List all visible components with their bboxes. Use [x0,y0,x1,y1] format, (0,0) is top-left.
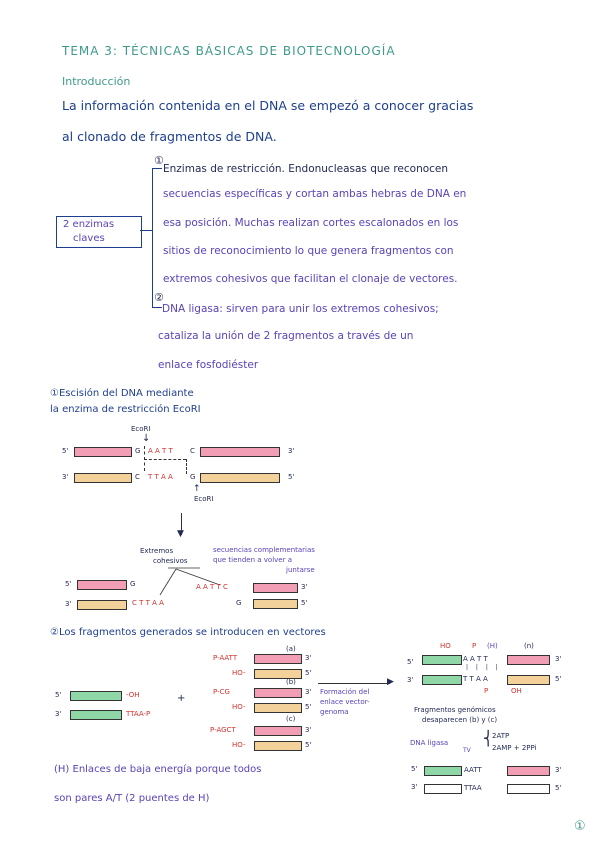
result-n-label: (n) [524,642,534,650]
enzyme2-line-1: DNA ligasa: sirven para unir los extremos cohesivos; [162,303,439,315]
result-p: P [472,642,477,650]
strand-bottom-3prime: 3' [62,473,69,481]
cohesive-right-bottom-segment [253,599,298,609]
vector-top-segment [70,691,122,701]
result-top-aatt: A A T T [463,655,488,663]
strand-bottom-ttaa: T T A A [148,473,173,481]
vector-top-5prime: 5' [55,691,62,699]
result-ho: HO [440,642,451,650]
intro-line-2: al clonado de fragmentos de DNA. [62,129,277,144]
enzyme1-line-1: Enzimas de restricción. Endonucleasas que reconocen [163,163,449,175]
result-hbond-marks: | | | | [466,664,501,671]
strand-bottom-5prime: 5' [288,473,295,481]
cohesive-right-bottom-g: G [236,599,242,607]
step1-line-2: la enzima de restricción EcoRI [50,404,201,415]
step1-line-1: ①Escisión del DNA mediante [50,388,194,399]
final-top-vector-segment [424,766,462,776]
cohesive-desc-2: que tienden a volver a [213,556,292,564]
fragment-b-bottom-segment [254,703,302,713]
vector-bottom-ttaa: TTAA-P [126,710,151,718]
ligase-atp: 2ATP [492,732,510,740]
fragment-b-top-segment [254,688,302,698]
formation-arrow-shaft [318,683,390,684]
final-bottom-insert-segment [507,784,550,794]
cohesive-desc-3: juntarse [286,566,315,574]
result-bottom-5prime: 5' [555,675,562,683]
cohesive-left-top-5prime: 5' [65,580,72,588]
result-top-5prime: 5' [407,658,414,666]
strand-top-c: C [190,447,195,455]
enzyme1-number: ① [154,154,164,167]
ligase-label: DNA ligasa [410,739,449,747]
fragment-c-top: P-AGCT [210,726,236,734]
result-bottom-3prime: 3' [407,676,414,684]
fragment-a-top-segment [254,654,302,664]
enzyme2-line-2: cataliza la unión de 2 fragmentos a través de un [158,330,414,342]
lost-fragments-line-1: Fragmentos genómicos [414,706,496,714]
final-bottom-ttaa: TTAA [464,784,482,792]
result-top-vector-segment [422,655,462,665]
cohesive-label-1: Extremos [140,547,174,555]
fragment-a-top: P-AATT [213,654,238,662]
formation-line-2: enlace vector- [320,698,370,706]
formation-line-3: genoma [320,708,349,716]
key-box-line-2: claves [73,233,105,244]
cohesive-right-top-3prime: 3' [301,583,308,591]
final-top-insert-segment [507,766,550,776]
section-subtitle: Introducción [62,75,131,88]
fragment-a-bottom: HO- [232,669,246,677]
formation-line-1: Formación del [320,688,370,696]
enzyme2-line-3: enlace fosfodiéster [158,359,259,371]
ligase-bracket: ⎨ [483,731,494,747]
strand-top-g: G [135,447,141,455]
strand-top-aatt: A A T T [148,447,173,455]
ligase-amp: 2AMP + 2PPi [492,744,537,752]
fragment-c-bottom-segment [254,741,302,751]
enzyme1-line-3: esa posición. Muchas realizan cortes escalonados en los [163,217,459,229]
enzyme1-line-4: sitios de reconocimiento lo que genera fragmentos con [163,245,454,257]
step2-line: ②Los fragmentos generados se introducen en vectores [50,627,326,638]
enzyme1-line-5: extremos cohesivos que facilitan el clonaje de vectores. [163,273,458,285]
cohesive-right-bottom-5prime: 5' [301,599,308,607]
fragment-b-bottom: HO- [232,703,246,711]
cohesive-label-2: cohesivos [153,557,188,565]
fragment-b-3prime: 3' [305,688,312,696]
fragment-a-3prime: 3' [305,654,312,662]
enzyme1-line-2: secuencias específicas y cortan ambas hebras de DNA en [163,188,467,200]
final-top-5prime: 5' [411,765,418,773]
ecori-label-bottom: EcoRI [194,495,214,503]
final-bottom-vector-segment [424,784,462,794]
strand-top-3prime: 3' [288,447,295,455]
final-bottom-5prime: 5' [555,784,562,792]
cohesive-left-bottom-segment [77,600,127,610]
formation-arrow-head: ▶ [387,677,394,687]
fragment-c-top-segment [254,726,302,736]
cohesive-desc-1: secuencias complementarias [213,546,315,554]
note-line-1: (H) Enlaces de baja energía porque todos [54,764,262,775]
result-h-label: (H) [487,642,498,650]
page-number: ① [574,819,586,834]
result-top-3prime: 3' [555,655,562,663]
note-line-2: son pares A/T (2 puentes de H) [54,793,210,804]
strand-bottom-g: G [190,473,196,481]
fragment-b-5prime: 5' [305,703,312,711]
intro-line-1: La información contenida en el DNA se empezó a conocer gracias [62,98,474,113]
vector-plus: + [177,693,186,704]
fragment-c-3prime: 3' [305,726,312,734]
enzyme2-number: ② [154,291,164,304]
cohesive-right-top-segment [253,583,298,593]
lost-fragments-line-2: desaparecen (b) y (c) [422,716,498,724]
cohesive-right-top-seq: A A T T C [196,583,228,591]
result-bottom-vector-segment [422,675,462,685]
fragment-c-label: (c) [286,715,296,723]
fragment-c-5prime: 5' [305,741,312,749]
vector-top-oh: -OH [126,691,140,699]
ligase-sub: TV [463,747,471,754]
ecori-top-arrow: ↓ [142,433,151,444]
page-title: TEMA 3: TÉCNICAS BÁSICAS DE BIOTECNOLOGÍA [62,44,396,58]
result-oh: OH [511,687,522,695]
ecori-bottom-arrow: ↑ [193,484,201,494]
down-arrow-head: ▼ [177,529,184,539]
fragment-a-5prime: 5' [305,669,312,677]
result-top-insert-segment [507,655,550,665]
fragment-c-bottom: HO- [232,741,246,749]
cohesive-left-top-segment [77,580,127,590]
vector-bottom-segment [70,710,122,720]
final-top-aatt: AATT [464,766,482,774]
cohesive-left-bottom-seq: C T T A A [132,599,164,607]
strand-bottom-c: C [135,473,140,481]
result-bottom-ttaa: T T A A [463,675,488,683]
fragment-b-label: (b) [286,678,296,686]
strand-top-5prime: 5' [62,447,69,455]
final-top-3prime: 3' [555,766,562,774]
cohesive-left-top-g: G [130,580,136,588]
fragment-b-top: P-CG [213,688,230,696]
result-bottom-insert-segment [507,675,550,685]
fragment-a-label: (a) [286,645,296,653]
key-box-line-1: 2 enzimas [63,219,115,230]
ecori-label-top: EcoRI [131,425,151,433]
cohesive-left-bottom-3prime: 3' [65,600,72,608]
final-bottom-3prime: 3' [411,783,418,791]
result-p-red: P [484,687,489,695]
vector-bottom-3prime: 3' [55,710,62,718]
